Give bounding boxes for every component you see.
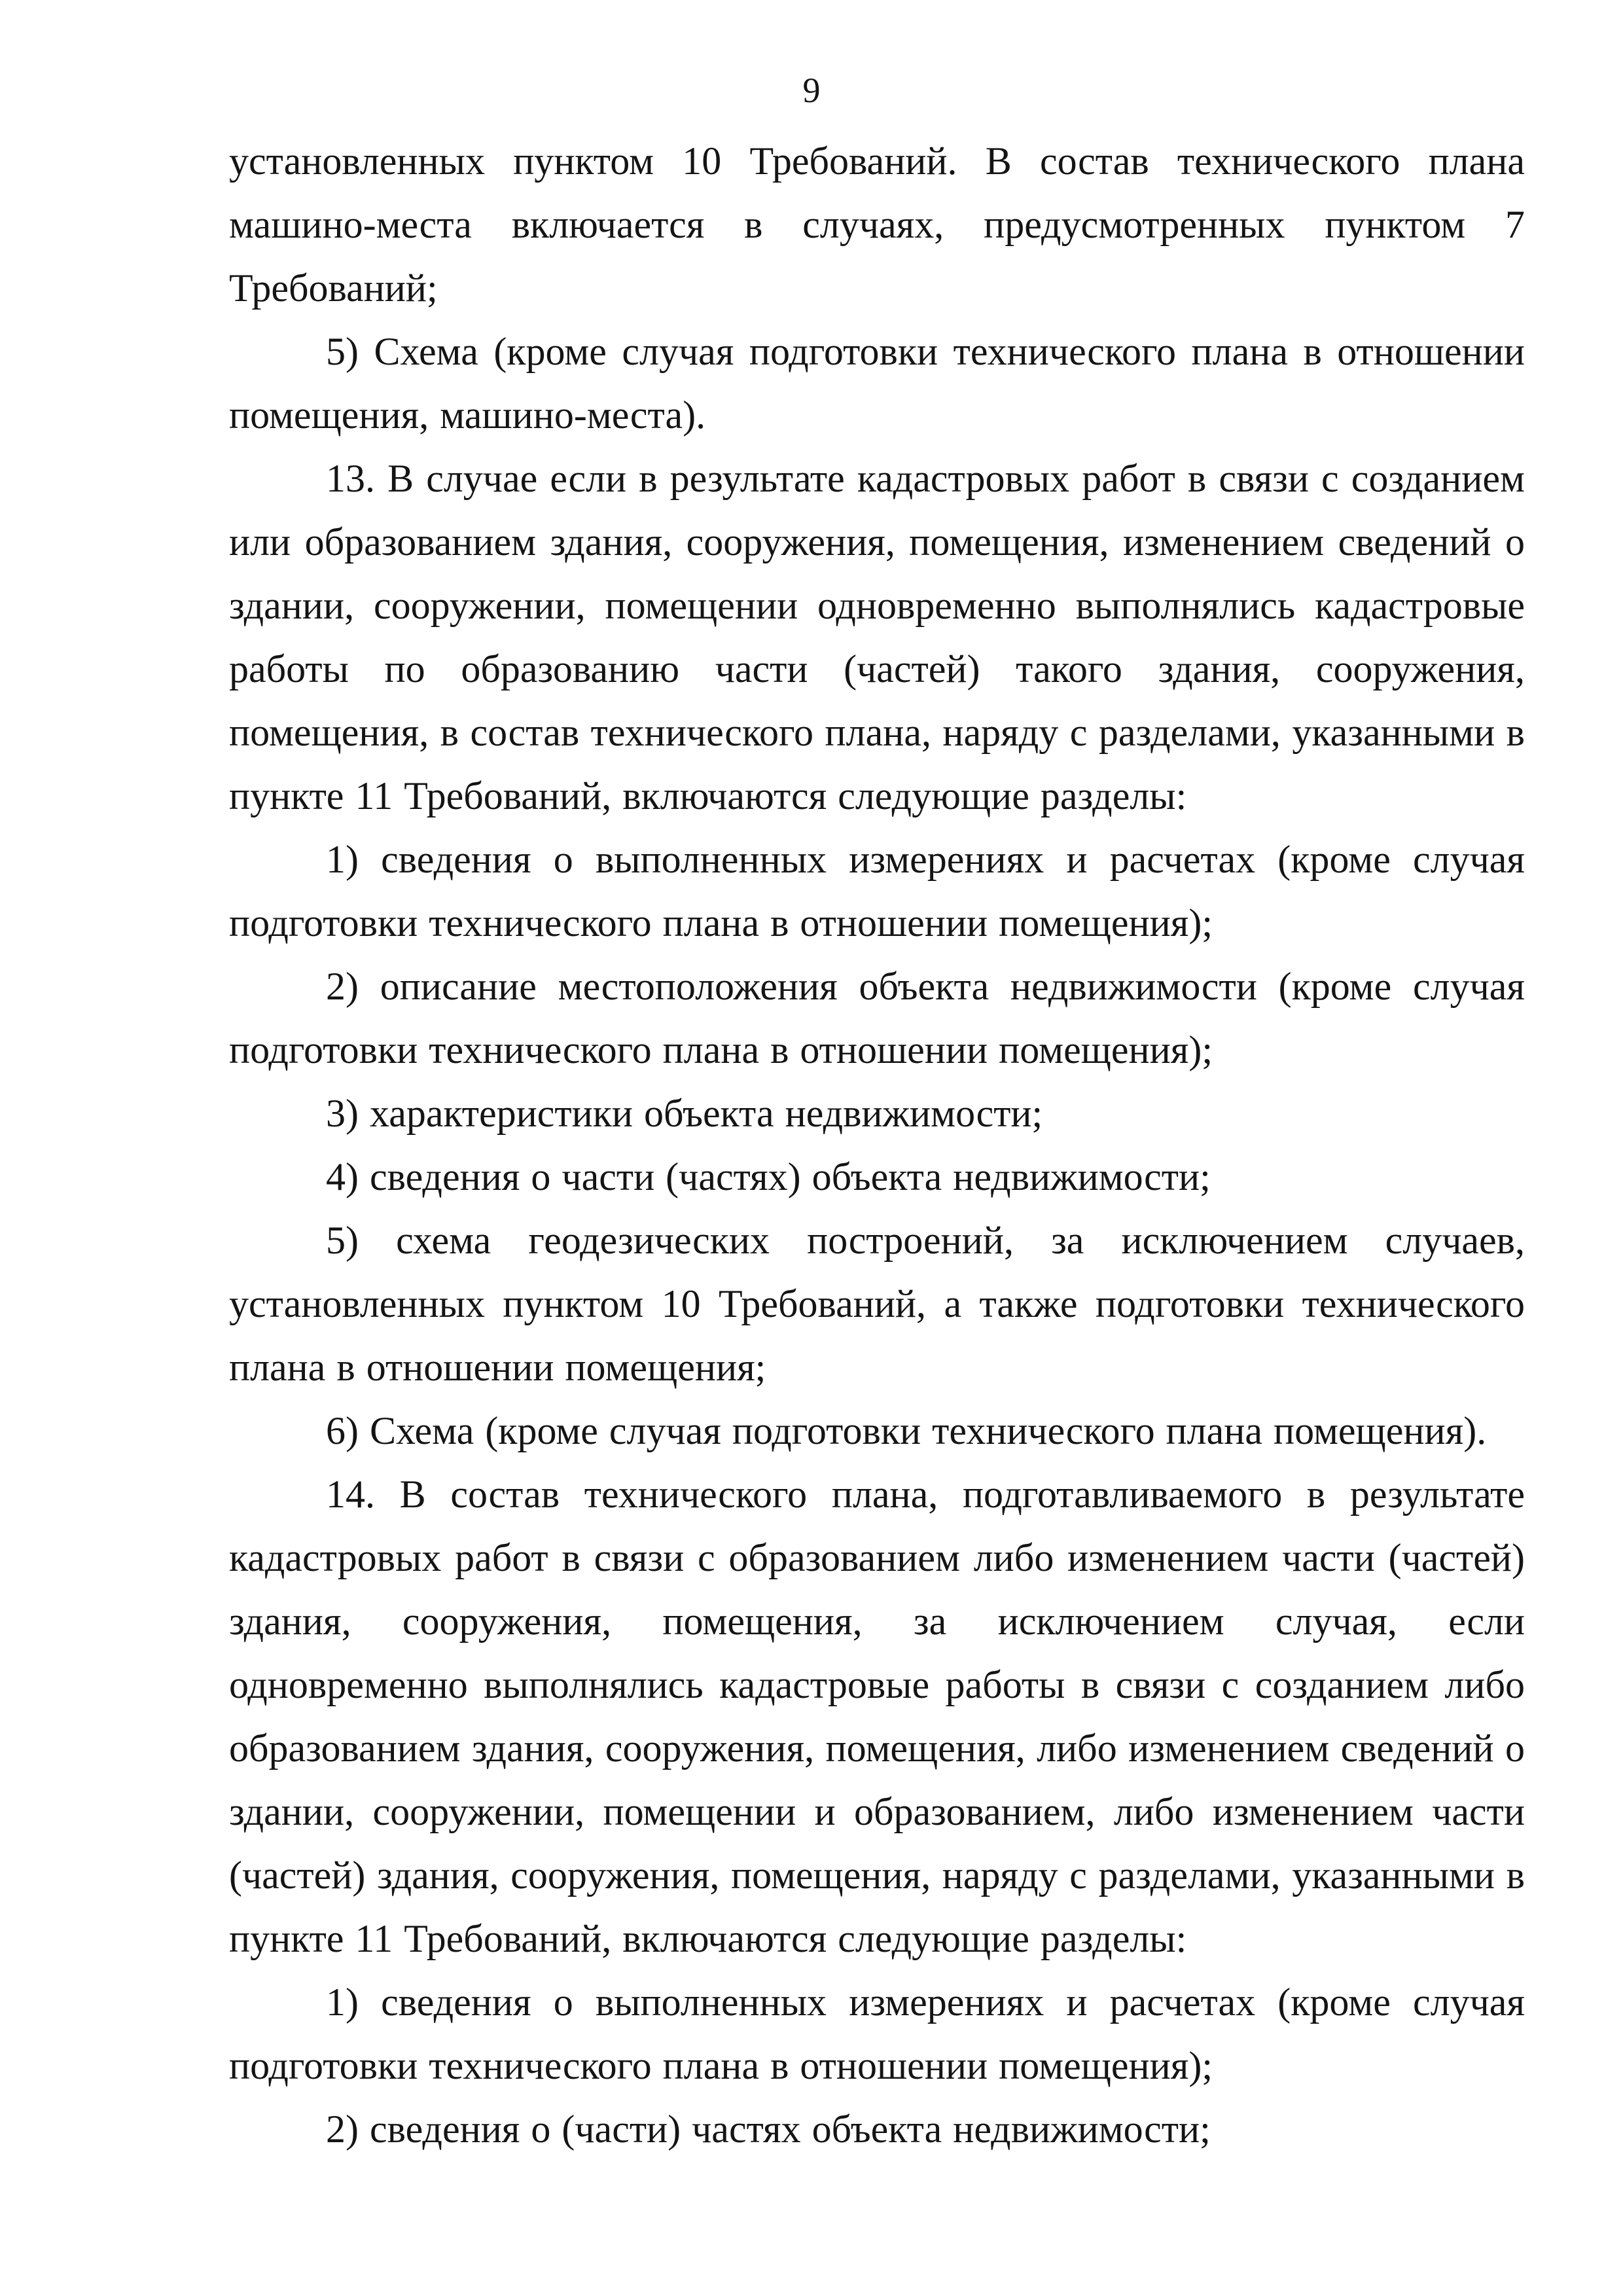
list-item: 2) описание местоположения объекта недвижимости (кроме случая подготовки технического плана в отношении помещения); — [229, 965, 1525, 1071]
list-item: 4) сведения о части (частях) объекта недвижимости; — [326, 1155, 1211, 1198]
list-item: 1) сведения о выполненных измерениях и расчетах (кроме случая подготовки технического плана в отношении помещения); — [229, 1981, 1525, 2087]
list-item: 5) схема геодезических построений, за исключением случаев, установленных пунктом 10 Требований, а также подготовки технического плана в отношении помещения; — [229, 1219, 1525, 1389]
list-item: 3) характеристики объекта недвижимости; — [326, 1092, 1043, 1135]
list-item: 5) Схема (кроме случая подготовки технического плана в отношении помещения, машино-места). — [229, 330, 1525, 437]
list-item: 1) сведения о выполненных измерениях и расчетах (кроме случая подготовки технического плана в отношении помещения); — [229, 838, 1525, 944]
paragraph-continuation: установленных пунктом 10 Требований. В состав технического плана машино-места включается в случаях, предусмотренных пунктом 7 Требований; — [229, 139, 1525, 310]
page-number: 9 — [802, 71, 821, 110]
document-body — [229, 130, 1525, 2161]
paragraph-14: 14. В состав технического плана, подготавливаемого в результате кадастровых работ в связи с образованием либо изменением части (частей) здания, сооружения, помещения, за исключением случая, если одновременно выполнялись кадастровые работы в связи с созданием либо образованием здания, сооружения, помещения, либо изменением сведений о здании, сооружении, помещении и образованием, либо изменением части (частей) здания, сооружения, помещения, наряду с разделами, указанными в пункте 11 Требований, включаются следующие разделы: — [229, 1473, 1525, 1960]
list-item: 6) Схема (кроме случая подготовки технического плана помещения). — [326, 1409, 1487, 1452]
paragraph-13: 13. В случае если в результате кадастровых работ в связи с созданием или образованием здания, сооружения, помещения, изменением сведений о здании, сооружении, помещении одновременно выполнялись кадастровые работы по образованию части (частей) такого здания, сооружения, помещения, в состав технического плана, наряду с разделами, указанными в пункте 11 Требований, включаются следующие разделы: — [229, 457, 1525, 817]
list-item: 2) сведения о (части) частях объекта недвижимости; — [326, 2108, 1211, 2151]
